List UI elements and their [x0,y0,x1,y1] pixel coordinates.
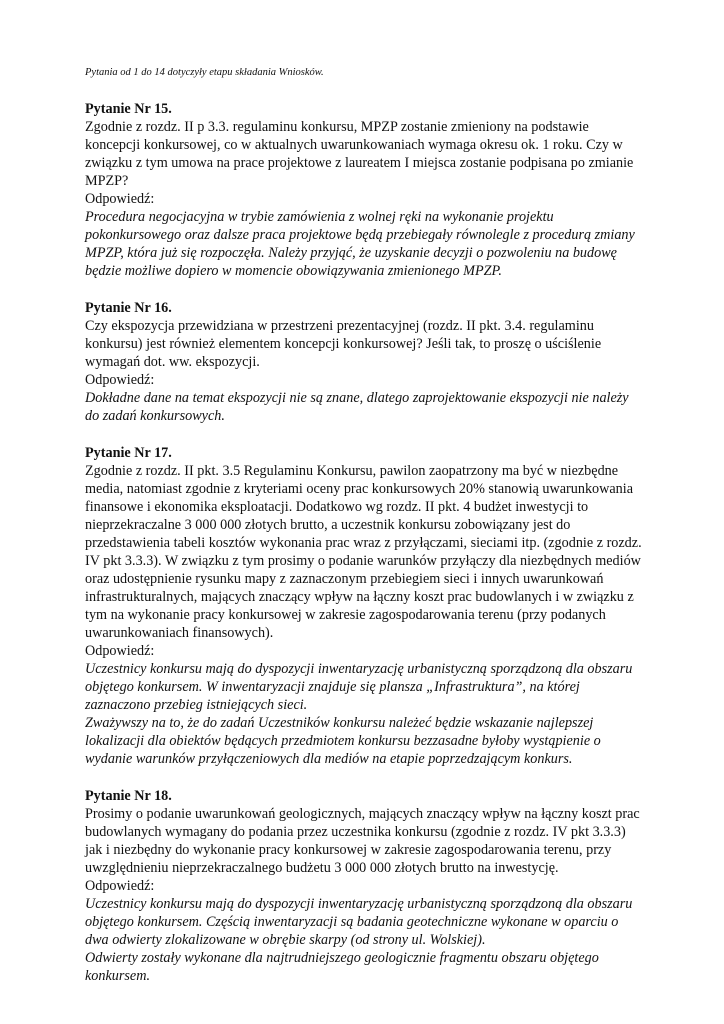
answer-label: Odpowiedź: [85,643,155,659]
answer-label: Odpowiedź: [85,372,155,388]
question-text: Prosimy o podanie uwarunkowań geologicznych, mających znaczący wpływ na łączny koszt prac budowlanych wymagany do podania przez uczestnika konkursu (zgodnie z rozdz. IV pkt 3.3.3) jak i niezbędny do wykonanie pracy konkursowej w zakresie zagospodarowania terenu, przy uwzględnieniu nieprzekraczalnego budżetu 3 000 000 złotych brutto na inwestycję. [85,806,640,876]
question-text: Zgodnie z rozdz. II p 3.3. regulaminu konkursu, MPZP zostanie zmieniony na podstawie koncepcji konkursowej, co w aktualnych uwarunkowaniach wymaga okresu ok. 1 roku. Czy w związku z tym umowa na prace projektowe z laureatem I miejsca zostanie podpisana po zmianie MPZP? [85,119,634,189]
answer-text: Procedura negocjacyjna w trybie zamówienia z wolnej ręki na wykonanie projektu pokonkursowego oraz dalsze praca projektowe będą przebiegały równolegle z procedurą zmiany MPZP, która już się rozpoczęła. Należy przyjąć, że uzyskanie decyzji o pozwoleniu na budowę będzie możliwe dopiero w momencie obowiązywania zmienionego MPZP. [85,209,635,279]
answer-text: Uczestnicy konkursu mają do dyspozycji inwentaryzację urbanistyczną sporządzoną dla obszaru objętego konkursem. Częścią inwentaryzacji są badania geotechniczne wykonane w oparciu o dwa odwierty zlokalizowane w obrębie skarpy (od strony ul. Wolskiej). [85,896,633,948]
answer-text: Uczestnicy konkursu mają do dyspozycji inwentaryzację urbanistyczną sporządzoną dla obszaru objętego konkursem. W inwentaryzacji znajduje się plansza „Infrastruktura”, na której zaznaczono przebieg istniejących sieci. [85,661,633,713]
answer-label: Odpowiedź: [85,191,155,207]
question-title: Pytanie Nr 18. [85,788,172,804]
question-title: Pytanie Nr 15. [85,101,172,117]
answer-text: Dokładne dane na temat ekspozycji nie są znane, dlatego zaprojektowanie ekspozycji nie należy do zadań konkursowych. [85,390,629,424]
question-title: Pytanie Nr 16. [85,300,172,316]
answer-label: Odpowiedź: [85,878,155,894]
question-text: Czy ekspozycja przewidziana w przestrzeni prezentacyjnej (rozdz. II pkt. 3.4. regulaminu konkursu) jest również elementem koncepcji konkursowej? Jeśli tak, to proszę o uściślenie wymagań dot. ww. ekspozycji. [85,318,602,370]
qa-block-16 [85,299,645,425]
qa-block-15 [85,100,645,280]
question-title: Pytanie Nr 17. [85,445,172,461]
question-text: Zgodnie z rozdz. II pkt. 3.5 Regulaminu Konkursu, pawilon zaopatrzony ma być w niezbędne media, natomiast zgodnie z kryteriami oceny prac konkursowych 20% stanowią uwarunkowania finansowe i ekonomika eksploatacji. Dodatkowo wg rozdz. II pkt. 4 budżet inwestycji to nieprzekraczalne 3 000 000 złotych brutto, a uczestnik konkursu zobowiązany jest do przedstawienia tabeli kosztów wykonania prac wraz z przyłączami, sieciami itp. (zgodnie z rozdz. IV pkt 3.3.3). W związku z tym prosimy o podanie warunków przyłączy dla niezbędnych mediów oraz udostępnienie rysunku mapy z zaznaczonym przebiegiem sieci i innych uwarunkowań infrastrukturalnych, mających znaczący wpływ na łączny koszt prac budowlanych i w związku z tym na wykonanie pracy konkursowej w zakresie zagospodarowania terenu (przy podanych uwarunkowaniach finansowych). [85,463,642,641]
answer-text: Zważywszy na to, że do zadań Uczestników konkursu należeć będzie wskazanie najlepszej lokalizacji dla obiektów będących przedmiotem konkursu bezzasadne byłoby wystąpienie o wydanie warunków przyłączeniowych dla mediów na etapie poprzedzającym konkurs. [85,715,601,767]
qa-block-17 [85,444,645,768]
qa-block-18 [85,787,645,985]
document-page [85,66,645,1004]
answer-text: Odwierty zostały wykonane dla najtrudniejszego geologicznie fragmentu obszaru objętego konkursem. [85,950,599,984]
intro-note: Pytania od 1 do 14 dotyczyły etapu składania Wniosków. [85,67,324,78]
